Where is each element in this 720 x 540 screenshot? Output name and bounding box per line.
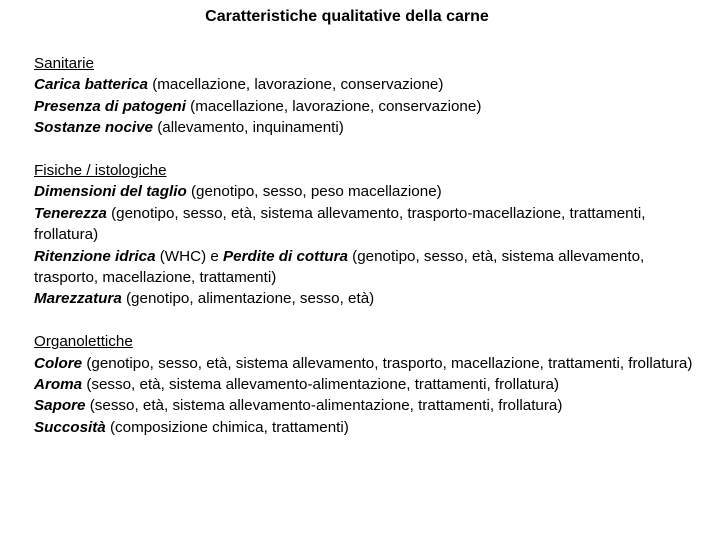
list-item — [34, 181, 694, 202]
item-description: (composizione chimica, trattamenti) — [105, 418, 349, 436]
item-description: (genotipo, sesso, peso macellazione) — [186, 183, 442, 201]
item-term: Succosità — [34, 418, 106, 436]
item-term: Sostanze nocive — [34, 119, 154, 137]
list-item — [34, 353, 694, 374]
item-description: (macellazione, lavorazione, conservazione) — [185, 97, 482, 115]
item-term: Ritenzione idrica — [34, 247, 156, 265]
list-item — [34, 117, 694, 138]
item-term: Tenerezza — [34, 204, 107, 222]
list-item — [34, 246, 694, 289]
section-heading: Organolettiche — [34, 333, 133, 351]
item-description-secondary: (genotipo, sesso, età, sistema allevamento, trasporto, macellazione, trattamenti) — [34, 247, 645, 287]
item-term: Presenza di patogeni — [34, 97, 186, 115]
item-description: (allevamento, inquinamenti) — [153, 119, 344, 137]
item-term: Carica batterica — [34, 76, 148, 94]
item-term: Marezzatura — [34, 290, 122, 308]
list-item — [34, 74, 694, 95]
item-term-secondary: Perdite di cottura — [223, 247, 348, 265]
list-item — [34, 96, 694, 117]
item-term: Aroma — [34, 376, 83, 394]
item-term: Dimensioni del taglio — [34, 183, 187, 201]
section-heading: Fisiche / istologiche — [34, 162, 167, 180]
item-term: Sapore — [34, 397, 86, 415]
item-description: (genotipo, alimentazione, sesso, età) — [121, 290, 375, 308]
list-item — [34, 395, 694, 416]
item-description: (sesso, età, sistema allevamento-alimentazione, trattamenti, frollatura) — [85, 397, 563, 415]
section-heading: Sanitarie — [34, 55, 94, 72]
item-term: Colore — [34, 354, 83, 372]
section-sanitarie — [34, 53, 694, 139]
section-fisiche-istologiche — [34, 160, 694, 310]
list-item — [34, 374, 694, 395]
list-item — [34, 203, 694, 246]
page-title: Caratteristiche qualitative della carne — [205, 8, 489, 25]
list-item — [34, 288, 694, 309]
item-description: (genotipo, sesso, età, sistema allevamento, trasporto-macellazione, trattamenti, frollatura) — [34, 204, 646, 244]
list-item — [34, 417, 694, 438]
item-description: (sesso, età, sistema allevamento-alimentazione, trattamenti, frollatura) — [82, 376, 560, 394]
item-description: (genotipo, sesso, età, sistema allevamento, trasporto, macellazione, trattamenti, frollatura) — [82, 354, 693, 372]
content-body — [34, 53, 694, 460]
section-organolettiche — [34, 331, 694, 438]
item-description: (WHC) e — [155, 247, 224, 265]
item-description: (macellazione, lavorazione, conservazione) — [147, 76, 444, 94]
